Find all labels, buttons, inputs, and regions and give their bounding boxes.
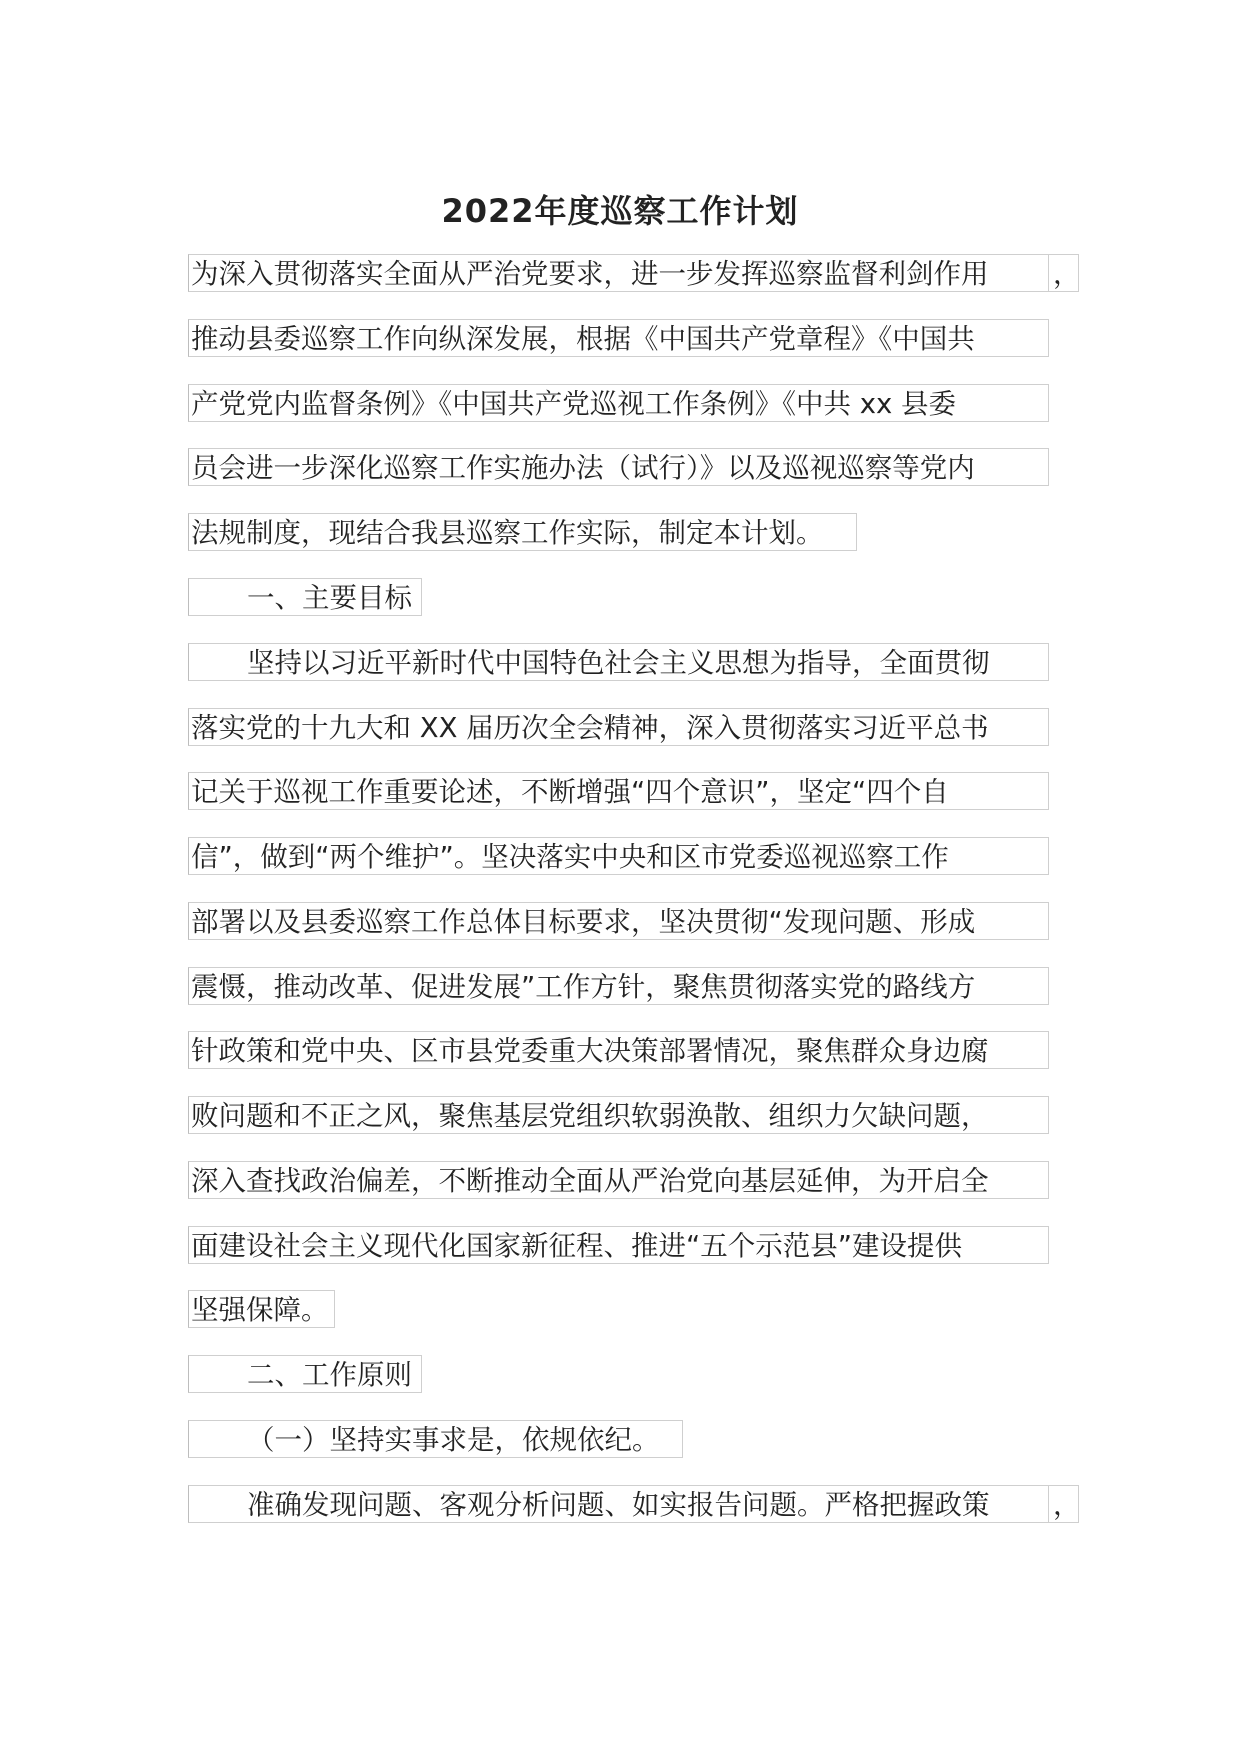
text-line: 推动县委巡察工作向纵深发展，根据《中国共产党章程》《中国共 (188, 319, 1049, 357)
text-line: 面建设社会主义现代化国家新征程、推进“五个示范县”建设提供 (188, 1226, 1049, 1264)
section-heading: 一、主要目标 (188, 578, 422, 616)
text-line: 为深入贯彻落实全面从严治党要求，进一步发挥巡察监督利剑作用 (188, 254, 1049, 292)
text-line: 产党党内监督条例》《中国共产党巡视工作条例》《中共 xx 县委 (188, 384, 1049, 422)
text-line: 员会进一步深化巡察工作实施办法（试行）》以及巡视巡察等党内 (188, 448, 1049, 486)
text-line-tail: ， (1049, 1485, 1079, 1523)
text-line: 深入查找政治偏差，不断推动全面从严治党向基层延伸，为开启全 (188, 1161, 1049, 1199)
text-line: 法规制度，现结合我县巡察工作实际，制定本计划。 (188, 513, 857, 551)
text-line: 记关于巡视工作重要论述，不断增强“四个意识”，坚定“四个自 (188, 772, 1049, 810)
document-title: 2022年度巡察工作计划 (441, 192, 799, 230)
text-line: 坚持以习近平新时代中国特色社会主义思想为指导，全面贯彻 (188, 643, 1049, 681)
text-line: 信”，做到“两个维护”。坚决落实中央和区市党委巡视巡察工作 (188, 837, 1049, 875)
text-line: 震慑，推动改革、促进发展”工作方针，聚焦贯彻落实党的路线方 (188, 967, 1049, 1005)
subsection-heading: （一）坚持实事求是，依规依纪。 (188, 1420, 683, 1458)
text-line: 部署以及县委巡察工作总体目标要求，坚决贯彻“发现问题、形成 (188, 902, 1049, 940)
text-line: 落实党的十九大和 XX 届历次全会精神，深入贯彻落实习近平总书 (188, 708, 1049, 746)
text-line: 坚强保障。 (188, 1290, 335, 1328)
text-line: 准确发现问题、客观分析问题、如实报告问题。严格把握政策 (188, 1485, 1049, 1523)
text-line: 针政策和党中央、区市县党委重大决策部署情况，聚焦群众身边腐 (188, 1031, 1049, 1069)
text-line-tail: ， (1049, 254, 1079, 292)
section-heading: 二、工作原则 (188, 1355, 422, 1393)
text-line: 败问题和不正之风，聚焦基层党组织软弱涣散、组织力欠缺问题， (188, 1096, 1049, 1134)
